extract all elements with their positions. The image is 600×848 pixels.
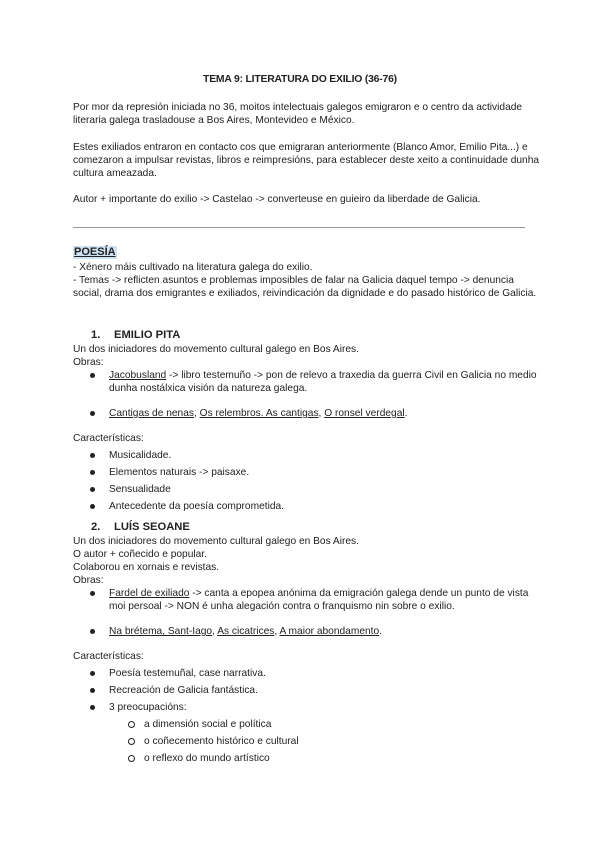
- bullet-icon: [90, 470, 95, 475]
- list-item: [73, 466, 543, 479]
- list-item: [73, 587, 543, 613]
- list-item-text: Antecedente da poesía comprometida.: [109, 501, 284, 512]
- list-item-text: o reflexo do mundo artístico: [144, 753, 270, 764]
- work-title: A maior abondamento: [279, 626, 380, 637]
- poesia-section: [73, 246, 543, 300]
- seoane-heading: [91, 521, 543, 534]
- list-item: [73, 752, 543, 765]
- work-title: Na brétema, Sant-Iago: [109, 626, 213, 637]
- seoane-obras-list: [73, 587, 543, 638]
- pita-obras-label: Obras:: [73, 357, 104, 368]
- bullet-icon: [90, 373, 95, 378]
- list-item: [73, 684, 543, 697]
- work-title: Os relembros. As cantigas: [199, 408, 319, 419]
- bullet-icon: [90, 411, 95, 416]
- pita-name: EMILIO PITA: [114, 329, 181, 341]
- poesia-heading: POESÍA: [74, 246, 116, 258]
- list-item-text: Poesía testemuñal, case narrativa.: [109, 668, 266, 679]
- work-title: Fardel de exiliado: [109, 588, 190, 599]
- list-item-text: Recreación de Galicia fantástica.: [109, 685, 258, 696]
- pita-characteristics-label: Características:: [73, 433, 144, 444]
- seoane-description-3: Colaborou en xornais e revistas.: [73, 562, 220, 573]
- list-item: [73, 483, 543, 496]
- intro-paragraph-3: Autor + importante do exilio -> Castelao -> converteuse en guieiro da liberdade de Galicia.: [73, 194, 481, 205]
- hollow-bullet-icon: [128, 721, 135, 728]
- list-item: [73, 718, 543, 731]
- seoane-characteristics-label: Características:: [73, 651, 144, 662]
- list-item: [73, 667, 543, 680]
- bullet-icon: [90, 629, 95, 634]
- list-item: [73, 500, 543, 513]
- intro-paragraph-1: Por mor da represión iniciada no 36, moitos intelectuais galegos emigraron e o centro da actividade literaria galega trasladouse a Bos Aires, Montevideo e México.: [73, 102, 523, 126]
- poesia-line-2: - Temas -> reflicten asuntos e problemas imposibles de falar na Galicia daquel tempo -> denuncia social, drama dos emigrantes e exiliados, reivindicación da dignidade e do pasado histórico de Galicia.: [73, 275, 537, 299]
- page-title: TEMA 9: LITERATURA DO EXILIO (36-76): [203, 74, 397, 85]
- pita-characteristics-list: [73, 449, 543, 513]
- pita-number: 1.: [91, 329, 101, 341]
- pita-description: Un dos iniciadores do movemento cultural galego en Bos Aires.: [73, 344, 359, 355]
- list-item-text: Musicalidade.: [109, 450, 172, 461]
- work-title: Jacobusland: [109, 370, 167, 381]
- hollow-bullet-icon: [128, 738, 135, 745]
- list-item-text: o coñecemento histórico e cultural: [144, 736, 299, 747]
- work-title: As cicatrices: [217, 626, 275, 637]
- separator: .: [379, 626, 383, 637]
- seoane-section: [73, 521, 543, 765]
- pita-obras-list: [73, 369, 543, 420]
- list-item-text: Elementos naturais -> paisaxe.: [109, 467, 250, 478]
- pita-heading: [91, 329, 543, 342]
- poesia-line-1: - Xénero máis cultivado na literatura galega do exilio.: [73, 262, 313, 273]
- list-item: [73, 369, 543, 395]
- separator: ,: [193, 408, 200, 419]
- bullet-icon: [90, 487, 95, 492]
- bullet-icon: [90, 453, 95, 458]
- work-description: -> libro testemuño -> pon de relevo a traxedia da guerra Civil en Galicia no medio dunha nostálxica visión da natureza galega.: [109, 370, 537, 394]
- separator: ,: [274, 626, 280, 637]
- bullet-icon: [90, 671, 95, 676]
- bullet-icon: [90, 504, 95, 509]
- hollow-bullet-icon: [128, 755, 135, 762]
- work-title: Cantigas de nenas: [109, 408, 194, 419]
- list-item-text: 3 preocupacións:: [109, 702, 187, 713]
- list-item-text: Sensualidade: [109, 484, 171, 495]
- list-item: [73, 407, 543, 420]
- pita-section: [73, 329, 543, 513]
- seoane-number: 2.: [91, 521, 101, 533]
- separator: .: [404, 408, 408, 419]
- list-item: [73, 735, 543, 748]
- work-title: O ronsel verdegal: [324, 408, 405, 419]
- seoane-characteristics-list: [73, 667, 543, 765]
- seoane-obras-label: Obras:: [73, 575, 104, 586]
- bullet-icon: [90, 591, 95, 596]
- intro-paragraph-2: Estes exiliados entraron en contacto cos que emigraran anteriormente (Blanco Amor, Emilio Pita...) e comezaron a impulsar revistas, libros e reimpresións, para establecer deste xeito a continuidade dunha cultura ameazada.: [73, 142, 540, 179]
- list-item: [73, 625, 543, 638]
- bullet-icon: [90, 688, 95, 693]
- list-item: [73, 701, 543, 714]
- seoane-name: LUÍS SEOANE: [114, 521, 190, 533]
- work-description: -> canta a epopea anónima da emigración galega dende un punto de vista moi persoal -> NON é unha alegación contra o franquismo nin sobre o exilio.: [109, 588, 529, 612]
- bullet-icon: [90, 705, 95, 710]
- separator: ,: [318, 408, 325, 419]
- horizontal-divider: [73, 227, 525, 228]
- seoane-description-1: Un dos iniciadores do movemento cultural galego en Bos Aires.: [73, 536, 359, 547]
- seoane-description-2: O autor + coñecido e popular.: [73, 549, 207, 560]
- separator: ,: [212, 626, 218, 637]
- list-item-text: a dimensión social e política: [144, 719, 272, 730]
- list-item: [73, 449, 543, 462]
